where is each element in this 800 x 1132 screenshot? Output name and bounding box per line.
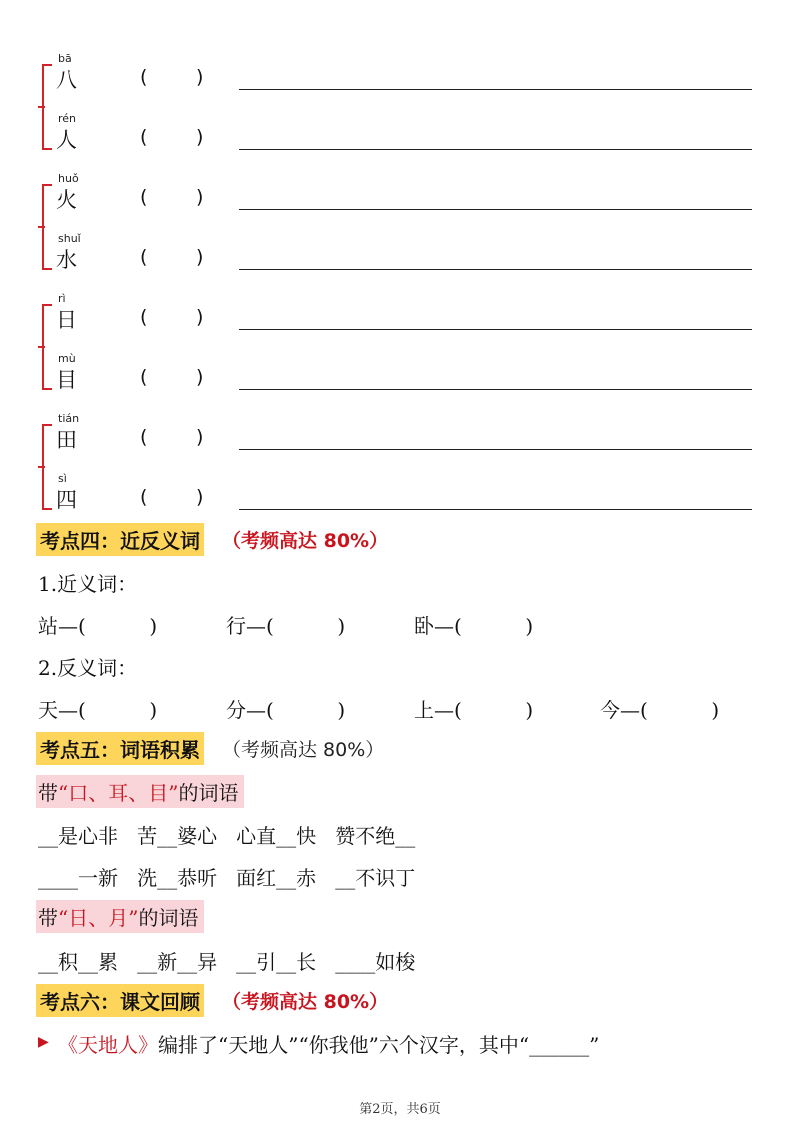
paren-close: ): [196, 246, 204, 268]
synonym-item[interactable]: 行—( ): [226, 614, 346, 638]
subheading-kou-er-mu: [36, 775, 244, 808]
paren-close: ): [196, 366, 204, 388]
synonym-item[interactable]: 站—( ): [38, 614, 158, 638]
antonym-item[interactable]: 天—( ): [38, 698, 158, 722]
paren-close: ): [196, 486, 204, 508]
char-row: [36, 232, 756, 282]
idiom-line-2[interactable]: ____一新 洗__恭听 面红__赤 __不识丁: [38, 866, 416, 890]
page-footer: 第2页，共6页: [359, 1102, 441, 1117]
pinyin: tián: [58, 412, 80, 425]
answer-line[interactable]: [239, 389, 752, 390]
paren-close: ): [196, 186, 204, 208]
pinyin: shuǐ: [58, 232, 81, 245]
paren-open: (: [140, 486, 148, 508]
char-row: [36, 472, 756, 522]
paren-open: (: [140, 126, 148, 148]
subheading-highlight: “日、月”: [58, 906, 139, 930]
hanzi: 田: [56, 428, 77, 452]
antonym-item[interactable]: 今—( ): [600, 698, 720, 722]
triangle-bullet-icon: ▶: [38, 1034, 49, 1050]
pinyin: sì: [58, 472, 67, 485]
paren-open: (: [140, 246, 148, 268]
hanzi: 目: [56, 368, 77, 392]
hanzi: 水: [56, 248, 77, 272]
section-4-frequency: （考频高达 80%）: [222, 529, 389, 552]
char-row: [36, 352, 756, 402]
section-5-heading: [36, 731, 384, 765]
section-6-title: 考点六：课文回顾: [36, 984, 204, 1017]
hanzi: 火: [56, 188, 77, 212]
antonym-item[interactable]: 上—( ): [414, 698, 534, 722]
char-row: [36, 412, 756, 462]
answer-line[interactable]: [239, 89, 752, 90]
char-row: [36, 52, 756, 102]
subheading-suffix: 的词语: [138, 906, 199, 930]
answer-line[interactable]: [239, 149, 752, 150]
answer-line[interactable]: [239, 269, 752, 270]
paren-open: (: [140, 306, 148, 328]
paren-close: ): [196, 306, 204, 328]
paren-open: (: [140, 66, 148, 88]
hanzi: 四: [56, 488, 77, 512]
idiom-line-3[interactable]: __积__累 __新__异 __引__长 ____如梭: [38, 950, 416, 974]
paren-open: (: [140, 366, 148, 388]
section-5-frequency: （考频高达 80%）: [222, 738, 385, 761]
lesson-title: 《天地人》: [58, 1033, 158, 1057]
synonym-item[interactable]: 卧—( ): [414, 614, 534, 638]
char-row: [36, 112, 756, 162]
paren-close: ): [196, 426, 204, 448]
answer-line[interactable]: [239, 449, 752, 450]
hanzi: 人: [56, 128, 77, 152]
hanzi: 日: [56, 308, 77, 332]
pinyin: mù: [58, 352, 76, 365]
subheading-suffix: 的词语: [178, 781, 239, 805]
paren-close: ): [196, 126, 204, 148]
review-text: 编排了“天地人”“你我他”六个汉字，其中“______”: [158, 1033, 600, 1057]
pinyin: bā: [58, 52, 72, 65]
pinyin: rì: [58, 292, 66, 305]
subheading-highlight: “口、耳、目”: [58, 781, 179, 805]
hanzi: 八: [56, 68, 77, 92]
paren-close: ): [196, 66, 204, 88]
subheading-ri-yue: [36, 900, 204, 933]
antonyms-label: 2.反义词：: [38, 656, 138, 680]
review-sentence[interactable]: [58, 1029, 599, 1058]
antonym-item[interactable]: 分—( ): [226, 698, 346, 722]
answer-line[interactable]: [239, 329, 752, 330]
subheading-prefix: 带: [38, 781, 58, 805]
pinyin: rén: [58, 112, 77, 125]
idiom-line-1[interactable]: __是心非 苦__婆心 心直__快 赞不绝__: [38, 824, 416, 848]
section-4-heading: [36, 522, 388, 556]
pinyin: huǒ: [58, 172, 79, 185]
answer-line[interactable]: [239, 509, 752, 510]
synonyms-label: 1.近义词：: [38, 572, 138, 596]
paren-open: (: [140, 426, 148, 448]
paren-open: (: [140, 186, 148, 208]
char-row: [36, 172, 756, 222]
section-5-title: 考点五：词语积累: [36, 732, 204, 765]
answer-line[interactable]: [239, 209, 752, 210]
subheading-prefix: 带: [38, 906, 58, 930]
section-6-frequency: （考频高达 80%）: [222, 990, 389, 1013]
section-6-heading: [36, 983, 388, 1017]
section-4-title: 考点四：近反义词: [36, 523, 204, 556]
char-row: [36, 292, 756, 342]
